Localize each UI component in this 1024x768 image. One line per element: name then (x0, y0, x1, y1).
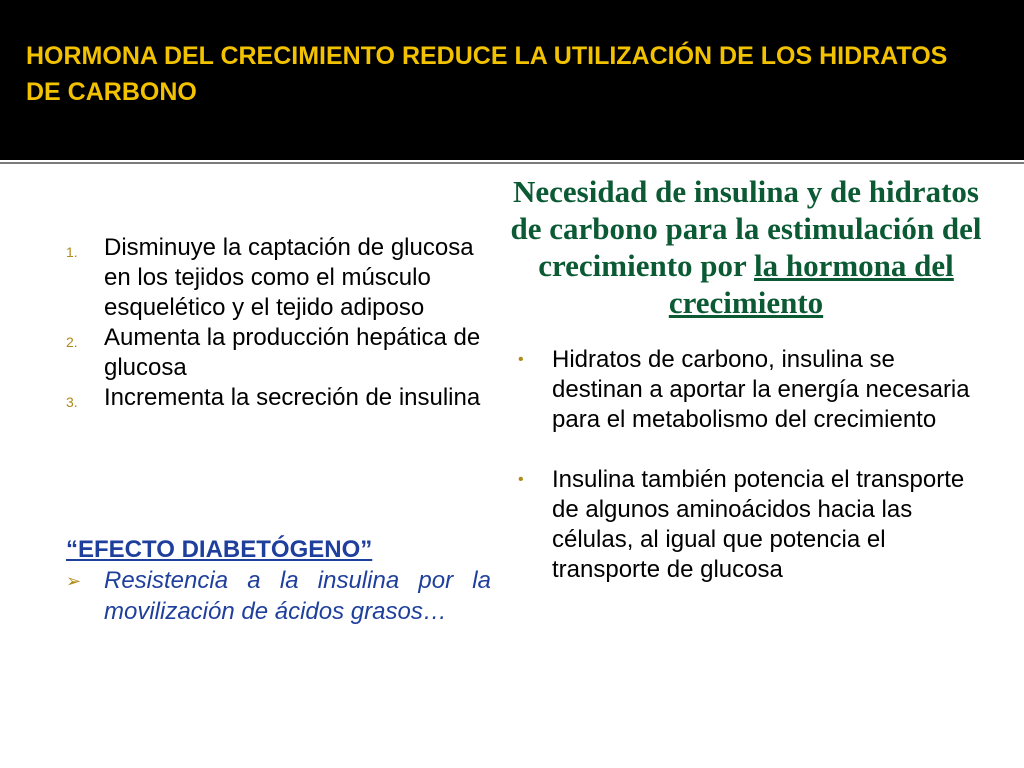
arrow-right-icon: ➢ (66, 571, 82, 591)
list-item (66, 383, 496, 413)
header-bar (0, 0, 1024, 160)
bullet-item (516, 345, 976, 435)
list-number: 1. (66, 244, 78, 260)
effect-heading: “EFECTO DIABETÓGENO” (66, 536, 373, 563)
bullet-text: Insulina también potencia el transporte de algunos aminoácidos hacia las células, al igual que potencia el transporte de glucosa (552, 466, 965, 583)
effect-text: Resistencia a la insulina por la movilización de ácidos grasos… (104, 567, 491, 625)
bullet-list (516, 345, 976, 585)
list-number: 2. (66, 334, 78, 350)
bullet-text: Hidratos de carbono, insulina se destinan a aportar la energía necesaria para el metabolismo del crecimiento (552, 346, 970, 433)
slide-title: HORMONA DEL CRECIMIENTO REDUCE LA UTILIZACIÓN DE LOS HIDRATOS DE CARBONO (26, 42, 948, 106)
right-heading (498, 173, 994, 321)
list-item-text: Aumenta la producción hepática de glucosa (104, 324, 481, 381)
header-divider (0, 162, 1024, 164)
bullet-item (516, 465, 976, 585)
right-heading-line1: Necesidad de insulina y de hidratos de carbono para la estimulación del crecimiento por (510, 174, 982, 283)
left-column (66, 233, 496, 413)
list-item (66, 233, 496, 323)
bullet-dot-icon: • (518, 471, 524, 488)
right-heading-line2: la hormona del crecimiento (668, 248, 954, 320)
list-item (66, 323, 496, 383)
list-item-text: Disminuye la captación de glucosa en los tejidos como el músculo esquelético y el tejido adiposo (104, 234, 474, 321)
effect-item (66, 565, 491, 627)
list-number: 3. (66, 394, 78, 410)
numbered-list (66, 233, 496, 413)
list-item-text: Incrementa la secreción de insulina (104, 384, 481, 411)
bullet-dot-icon: • (518, 351, 524, 368)
